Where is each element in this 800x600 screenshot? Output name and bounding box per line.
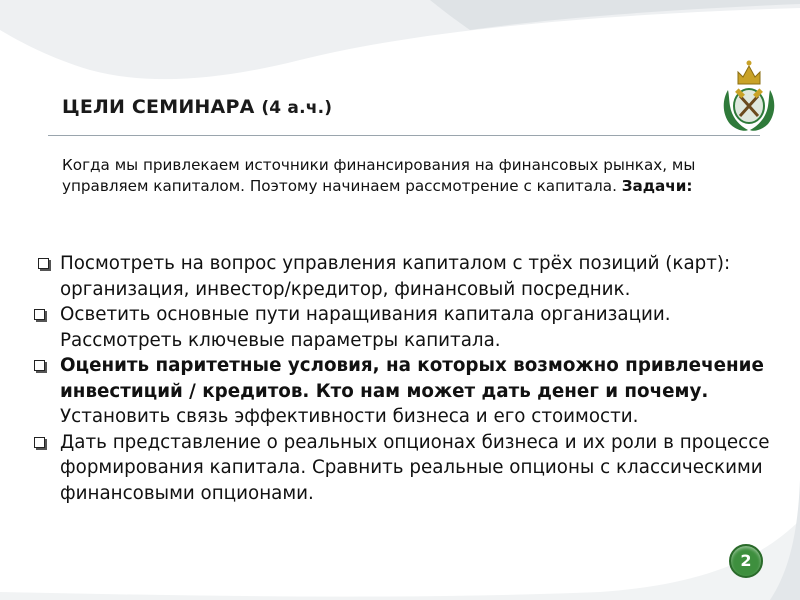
list-item: [38, 430, 790, 507]
intro-paragraph: [62, 155, 772, 197]
list-item: [38, 353, 790, 430]
list-item-text: Дать представление о реальных опционах бизнеса и их роли в процессе формирования капитала. Сравнить реальные опционы с классическими финансовыми опционами.: [60, 431, 770, 504]
list-item-text: Осветить основные пути наращивания капитала организации. Рассмотреть ключевые параметры капитала.: [60, 304, 671, 351]
list-item: [38, 302, 790, 353]
list-item-text: Установить связь эффективности бизнеса и его стоимости.: [60, 406, 639, 427]
mining-emblem-icon: [718, 56, 780, 132]
slide-title: [62, 96, 332, 118]
checkbox-bullet-icon: [34, 360, 45, 371]
wave-bottom: [0, 520, 800, 600]
page-number-badge: 2: [729, 544, 763, 578]
title-text: ЦЕЛИ СЕМИНАРА: [62, 96, 255, 118]
title-hours: (4 а.ч.): [261, 98, 333, 118]
crown-icon: [738, 66, 760, 84]
list-item: [38, 251, 790, 302]
list-item-text: Посмотреть на вопрос управления капиталом с трёх позиций (карт): организация, инвестор/кредитор, финансовый посредник.: [60, 253, 731, 300]
intro-tasks-label: Задачи:: [621, 177, 693, 195]
list-item-bold: Оценить паритетные условия, на которых возможно привлечение инвестиций / кредитов. Кто нам может дать денег и почему.: [60, 355, 764, 402]
checkbox-bullet-icon: [38, 258, 49, 269]
task-list: [38, 251, 790, 506]
checkbox-bullet-icon: [34, 309, 45, 320]
checkbox-bullet-icon: [34, 437, 45, 448]
wave-top: [0, 0, 800, 79]
intro-text: Когда мы привлекаем источники финансирования на финансовых рынках, мы управляем капиталом. Поэтому начинаем рассмотрение с капитала.: [62, 156, 696, 195]
title-underline: [48, 135, 760, 136]
crown-cross: [747, 61, 752, 66]
